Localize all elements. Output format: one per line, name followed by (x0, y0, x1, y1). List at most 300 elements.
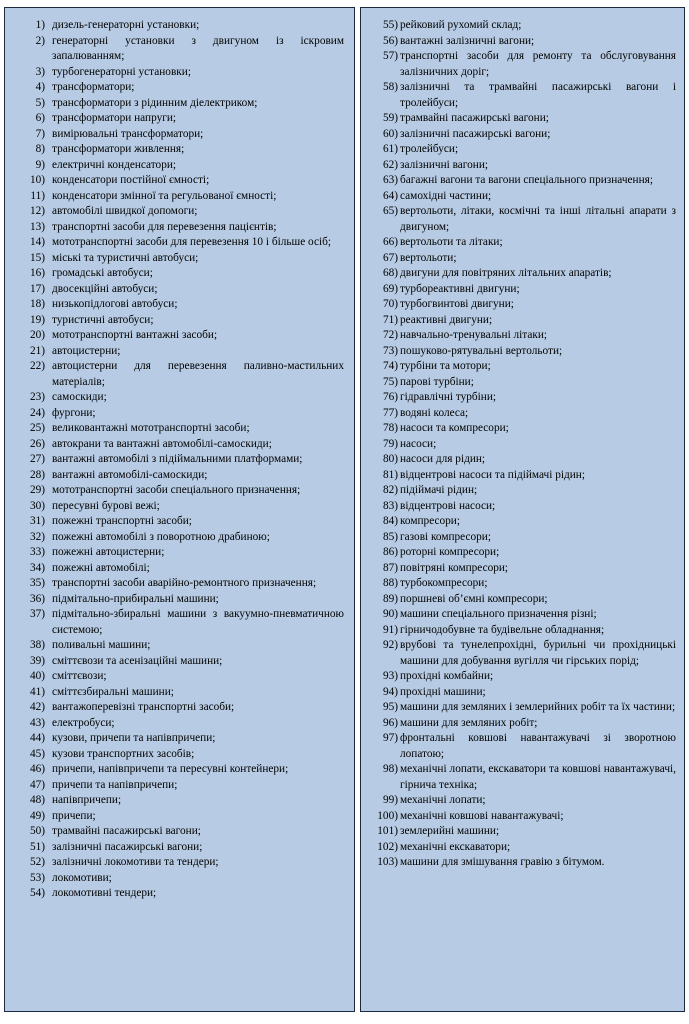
item-text: самохідні частини; (400, 189, 492, 202)
item-text: автомобілі швидкої допомоги; (52, 205, 198, 217)
item-number: 56) (382, 34, 398, 47)
item-text: автоцистерни; (52, 344, 121, 357)
item-text: трамвайні пасажирські вагони; (52, 825, 201, 837)
list-item (365, 685, 676, 701)
item-text: кузови транспортних засобів; (52, 747, 195, 760)
list-item (11, 173, 344, 189)
list-item (365, 142, 676, 158)
list-item (365, 530, 676, 546)
item-text: вантажні залізничні вагони; (400, 34, 535, 47)
item-text: прохідні комбайни; (400, 670, 494, 682)
item-number: 46) (29, 763, 45, 775)
item-number: 26) (29, 437, 45, 450)
item-text: трамвайні пасажирські вагони; (400, 112, 549, 124)
item-text: повітряні компресори; (400, 561, 509, 574)
item-number: 76) (382, 391, 398, 403)
item-number: 24) (29, 406, 45, 419)
item-text: мототранспортні вантажні засоби; (52, 329, 218, 341)
item-text: відцентрові насоси; (400, 499, 496, 512)
item-number: 49) (29, 809, 45, 822)
item-number: 54) (29, 887, 45, 899)
item-number: 83) (382, 499, 398, 512)
item-text: підмітально-прибиральні машини; (52, 592, 219, 605)
item-text: турбогвинтові двигуни; (400, 298, 514, 310)
item-text: поливальні машини; (52, 639, 151, 651)
item-number: 13) (29, 220, 45, 233)
list-item (365, 375, 676, 391)
list-item (365, 499, 676, 515)
list-item (11, 266, 344, 282)
list-item (365, 716, 676, 732)
item-text: низькопідлогові автобуси; (52, 298, 178, 310)
list-item (11, 483, 344, 499)
list-item (11, 235, 344, 251)
list-item (11, 80, 344, 96)
item-number: 37) (29, 608, 45, 620)
item-text: машини для земляних робіт; (400, 716, 538, 729)
item-text: пошуково-рятувальні вертольоти; (400, 344, 563, 357)
item-text: компресори; (400, 515, 460, 527)
list-item (11, 855, 344, 871)
item-text: вертольоти та літаки; (400, 236, 503, 248)
item-number: 74) (382, 360, 398, 372)
item-number: 44) (29, 732, 45, 744)
item-text: турбіни та мотори; (400, 360, 491, 372)
item-text: вантажні автомобілі-самоскиди; (52, 468, 208, 481)
item-text: генераторні установки з двигуном із іскровим запалюванням; (52, 34, 344, 62)
list-item (11, 220, 344, 236)
item-number: 87) (382, 561, 398, 574)
item-number: 62) (382, 158, 398, 171)
item-text: громадські автобуси; (52, 267, 153, 279)
list-item (11, 669, 344, 685)
list-item (11, 514, 344, 530)
item-number: 20) (29, 329, 45, 341)
list-item (365, 359, 676, 375)
item-number: 94) (382, 685, 398, 698)
item-number: 35) (29, 577, 45, 589)
list-item (11, 762, 344, 778)
item-text: великовантажні мототранспортні засоби; (52, 422, 250, 434)
item-number: 79) (382, 437, 398, 450)
item-number: 85) (382, 530, 398, 543)
item-number: 68) (382, 267, 398, 279)
item-text: поршневі об’ємні компресори; (400, 592, 548, 605)
item-text: трансформатори з рідинним діелектриком; (52, 96, 258, 109)
list-item (11, 189, 344, 205)
item-text: міські та туристичні автобуси; (52, 251, 199, 264)
item-text: багажні вагони та вагони спеціального призначення; (400, 174, 653, 186)
right-item-list (365, 18, 676, 871)
item-text: туристичні автобуси; (52, 313, 154, 326)
item-text: механічні лопати, екскаватори та ковшові навантажувачі, гірнича техніка; (400, 763, 676, 791)
list-item (365, 18, 676, 34)
list-item (11, 871, 344, 887)
list-item (365, 623, 676, 639)
list-item (11, 437, 344, 453)
item-text: сміттєвози та асенізаційні машини; (52, 654, 223, 667)
list-item (365, 452, 676, 468)
left-column-panel (4, 7, 355, 1012)
list-item (11, 313, 344, 329)
item-text: відцентрові насоси та підіймачі рідин; (400, 468, 585, 481)
item-text: двигуни для повітряних літальних апаратів; (400, 267, 612, 279)
list-item (365, 111, 676, 127)
item-number: 82) (382, 484, 398, 496)
item-number: 80) (382, 453, 398, 465)
list-item (11, 685, 344, 701)
item-number: 84) (382, 515, 398, 527)
item-number: 69) (382, 282, 398, 295)
list-item (11, 282, 344, 298)
item-number: 98) (382, 763, 398, 775)
item-number: 7) (35, 127, 45, 140)
item-text: врубові та тунелепрохідні, бурильні чи прохідницькі машини для добування вугілля чи гірських порід; (400, 639, 676, 667)
item-number: 34) (29, 561, 45, 574)
item-number: 5) (35, 96, 45, 109)
item-number: 92) (382, 639, 398, 651)
list-item (365, 855, 676, 871)
list-item (11, 127, 344, 143)
item-text: причепи; (52, 809, 96, 822)
item-text: роторні компресори; (400, 546, 500, 558)
item-number: 23) (29, 391, 45, 403)
item-text: парові турбіни; (400, 375, 474, 388)
list-item (365, 173, 676, 189)
list-item (11, 297, 344, 313)
item-text: пожежні транспортні засоби; (52, 515, 192, 527)
list-item (365, 561, 676, 577)
list-item (11, 142, 344, 158)
list-item (365, 576, 676, 592)
list-item (365, 638, 676, 669)
item-text: конденсатори постійної ємності; (52, 174, 210, 186)
item-number: 64) (382, 189, 398, 202)
list-item (365, 592, 676, 608)
item-text: машини для земляних і землерийних робіт та їх частини; (400, 701, 676, 713)
list-item (11, 96, 344, 112)
list-item (365, 468, 676, 484)
item-number: 33) (29, 546, 45, 558)
list-item (365, 266, 676, 282)
list-item (365, 127, 676, 143)
item-number: 43) (29, 716, 45, 729)
item-number: 32) (29, 530, 45, 543)
item-number: 103) (377, 856, 398, 868)
item-text: фронтальні ковшові навантажувачі зі зворотною лопатою; (400, 732, 676, 760)
list-item (365, 49, 676, 80)
list-item (11, 731, 344, 747)
item-text: локомотиви; (52, 871, 112, 884)
item-number: 6) (35, 112, 45, 124)
list-item (11, 390, 344, 406)
item-number: 66) (382, 236, 398, 248)
item-text: вертольоти, літаки, космічні та інші літальні апарати з двигуном; (400, 205, 676, 233)
list-item (365, 235, 676, 251)
item-number: 36) (29, 592, 45, 605)
list-item (365, 158, 676, 174)
item-text: транспортні засоби аварійно-ремонтного призначення; (52, 577, 317, 589)
list-item (11, 499, 344, 515)
item-number: 96) (382, 716, 398, 729)
item-number: 10) (29, 174, 45, 186)
item-number: 57) (382, 50, 398, 62)
item-text: дизель-генераторні установки; (52, 19, 200, 31)
item-text: мототранспортні засоби для перевезення 10 і більше осіб; (52, 236, 332, 248)
item-text: автоцистерни для перевезення паливно-мастильних матеріалів; (52, 360, 344, 388)
item-text: трансформатори живлення; (52, 143, 185, 155)
list-item (365, 204, 676, 235)
list-item (11, 809, 344, 825)
item-number: 14) (29, 236, 45, 248)
item-text: локомотивні тендери; (52, 887, 157, 899)
item-number: 12) (29, 205, 45, 217)
item-number: 50) (29, 825, 45, 837)
list-item (365, 731, 676, 762)
left-item-list (11, 18, 344, 902)
item-number: 63) (382, 174, 398, 186)
item-text: сміттєзбиральні машини; (52, 685, 174, 698)
list-item (11, 638, 344, 654)
item-number: 19) (29, 313, 45, 326)
list-item (365, 607, 676, 623)
item-text: залізничні локомотиви та тендери; (52, 856, 219, 868)
item-number: 78) (382, 422, 398, 434)
list-item (365, 282, 676, 298)
list-item (11, 251, 344, 267)
item-number: 51) (29, 840, 45, 853)
list-item (365, 189, 676, 205)
list-item (11, 158, 344, 174)
right-column-panel (360, 7, 685, 1012)
item-number: 52) (29, 856, 45, 868)
item-text: електробуси; (52, 716, 115, 729)
list-item (11, 111, 344, 127)
item-number: 40) (29, 670, 45, 682)
item-text: турбогенераторні установки; (52, 65, 191, 78)
item-text: газові компресори; (400, 530, 491, 543)
item-text: тролейбуси; (400, 143, 459, 155)
item-text: вантажні автомобілі з підіймальними платформами; (52, 453, 303, 465)
list-item (11, 406, 344, 422)
item-number: 45) (29, 747, 45, 760)
item-text: прохідні машини; (400, 685, 486, 698)
item-text: механічні екскаватори; (400, 840, 511, 853)
item-number: 67) (382, 251, 398, 264)
item-number: 3) (35, 65, 45, 78)
item-number: 91) (382, 623, 398, 636)
list-item (365, 669, 676, 685)
list-item (11, 607, 344, 638)
item-number: 31) (29, 515, 45, 527)
list-item (11, 592, 344, 608)
item-number: 22) (29, 360, 45, 372)
item-text: сміттєвози; (52, 670, 107, 682)
list-item (365, 251, 676, 267)
list-item (365, 700, 676, 716)
list-item (11, 576, 344, 592)
item-text: рейковий рухомий склад; (400, 19, 522, 31)
item-number: 102) (377, 840, 398, 853)
item-text: напівпричепи; (52, 794, 122, 806)
item-text: пожежні автомобілі з поворотною драбиною; (52, 530, 270, 543)
list-item (11, 700, 344, 716)
item-number: 101) (377, 825, 398, 837)
list-item (365, 545, 676, 561)
list-item (365, 344, 676, 360)
list-item (11, 204, 344, 220)
item-number: 88) (382, 577, 398, 589)
list-item (11, 886, 344, 902)
item-number: 41) (29, 685, 45, 698)
item-number: 90) (382, 608, 398, 620)
item-text: гідравлічні турбіни; (400, 391, 497, 403)
item-number: 42) (29, 701, 45, 713)
item-number: 72) (382, 329, 398, 341)
list-item (11, 747, 344, 763)
item-number: 2) (35, 34, 45, 47)
list-item (365, 793, 676, 809)
list-item (365, 824, 676, 840)
list-item (365, 328, 676, 344)
list-item (365, 483, 676, 499)
list-item (11, 654, 344, 670)
list-item (11, 452, 344, 468)
item-text: механічні лопати; (400, 794, 486, 806)
item-text: машини спеціального призначення різні; (400, 608, 597, 620)
list-item (365, 80, 676, 111)
item-text: транспортні засоби для ремонту та обслуговування залізничних доріг; (400, 50, 676, 78)
item-text: вертольоти; (400, 251, 457, 264)
item-number: 21) (29, 344, 45, 357)
list-item (365, 809, 676, 825)
item-number: 48) (29, 794, 45, 806)
item-number: 39) (29, 654, 45, 667)
item-text: насоси; (400, 437, 437, 450)
list-item (11, 18, 344, 34)
item-text: турбореактивні двигуни; (400, 282, 520, 295)
item-number: 71) (382, 313, 398, 326)
item-text: механічні ковшові навантажувачі; (400, 809, 564, 822)
item-text: електричні конденсатори; (52, 158, 177, 171)
item-text: транспортні засоби для перевезення пацієнтів; (52, 220, 277, 233)
list-item (365, 840, 676, 856)
item-text: залізничні пасажирські вагони; (52, 840, 203, 853)
list-item (11, 824, 344, 840)
list-item (365, 421, 676, 437)
item-number: 73) (382, 344, 398, 357)
item-number: 11) (30, 189, 45, 202)
item-number: 18) (29, 298, 45, 310)
item-number: 70) (382, 298, 398, 310)
item-number: 16) (29, 267, 45, 279)
item-text: залізничні та трамвайні пасажирські вагони і тролейбуси; (400, 81, 676, 109)
item-number: 15) (29, 251, 45, 264)
item-text: реактивні двигуни; (400, 313, 493, 326)
list-item (11, 530, 344, 546)
item-text: пожежні автомобілі; (52, 561, 150, 574)
list-item (11, 34, 344, 65)
item-text: вимірювальні трансформатори; (52, 127, 204, 140)
item-text: кузови, причепи та напівпричепи; (52, 732, 216, 744)
item-number: 60) (382, 127, 398, 140)
item-number: 9) (35, 158, 45, 171)
item-number: 47) (29, 778, 45, 791)
item-text: причепи, напівпричепи та пересувні контейнери; (52, 763, 289, 775)
item-number: 93) (382, 670, 398, 682)
list-item (11, 421, 344, 437)
item-text: трансформатори напруги; (52, 112, 177, 124)
list-item (11, 840, 344, 856)
list-item (11, 468, 344, 484)
item-number: 77) (382, 406, 398, 419)
list-item (11, 328, 344, 344)
item-number: 89) (382, 592, 398, 605)
item-number: 38) (29, 639, 45, 651)
item-text: навчально-тренувальні літаки; (400, 329, 548, 341)
list-item (365, 762, 676, 793)
item-text: конденсатори змінної та регульованої ємності; (52, 189, 277, 202)
item-number: 8) (35, 143, 45, 155)
item-text: трансформатори; (52, 81, 135, 93)
list-item (365, 297, 676, 313)
item-number: 53) (29, 871, 45, 884)
item-number: 95) (382, 701, 398, 713)
item-number: 59) (382, 112, 398, 124)
item-text: машини для змішування гравію з бітумом. (400, 856, 605, 868)
list-item (11, 344, 344, 360)
item-number: 75) (382, 375, 398, 388)
item-text: мототранспортні засоби спеціального призначення; (52, 484, 301, 496)
list-item (11, 65, 344, 81)
list-item (365, 34, 676, 50)
list-item (11, 359, 344, 390)
item-text: насоси для рідин; (400, 453, 486, 465)
item-number: 17) (29, 282, 45, 295)
item-text: самоскиди; (52, 391, 107, 403)
item-number: 1) (35, 19, 45, 31)
item-number: 27) (29, 453, 45, 465)
item-text: водяні колеса; (400, 406, 469, 419)
item-number: 28) (29, 468, 45, 481)
item-number: 25) (29, 422, 45, 434)
item-text: автокрани та вантажні автомобілі-самоскиди; (52, 437, 272, 450)
item-number: 4) (35, 81, 45, 93)
list-item (365, 437, 676, 453)
item-number: 29) (29, 484, 45, 496)
item-number: 81) (382, 468, 398, 481)
item-number: 58) (382, 81, 398, 93)
item-number: 61) (382, 143, 398, 155)
item-number: 65) (382, 205, 398, 217)
item-number: 55) (382, 19, 398, 31)
item-text: вантажоперевізні транспортні засоби; (52, 701, 235, 713)
item-number: 99) (382, 794, 398, 806)
item-text: турбокомпресори; (400, 577, 488, 589)
list-item (11, 716, 344, 732)
item-text: підіймачі рідин; (400, 484, 478, 496)
list-item (365, 390, 676, 406)
item-text: фургони; (52, 406, 96, 419)
item-number: 97) (382, 732, 398, 744)
item-text: пожежні автоцистерни; (52, 546, 165, 558)
item-text: гірничодобувне та будівельне обладнання; (400, 623, 605, 636)
list-item (11, 793, 344, 809)
item-number: 86) (382, 546, 398, 558)
list-item (365, 313, 676, 329)
item-number: 30) (29, 499, 45, 512)
list-item (365, 514, 676, 530)
